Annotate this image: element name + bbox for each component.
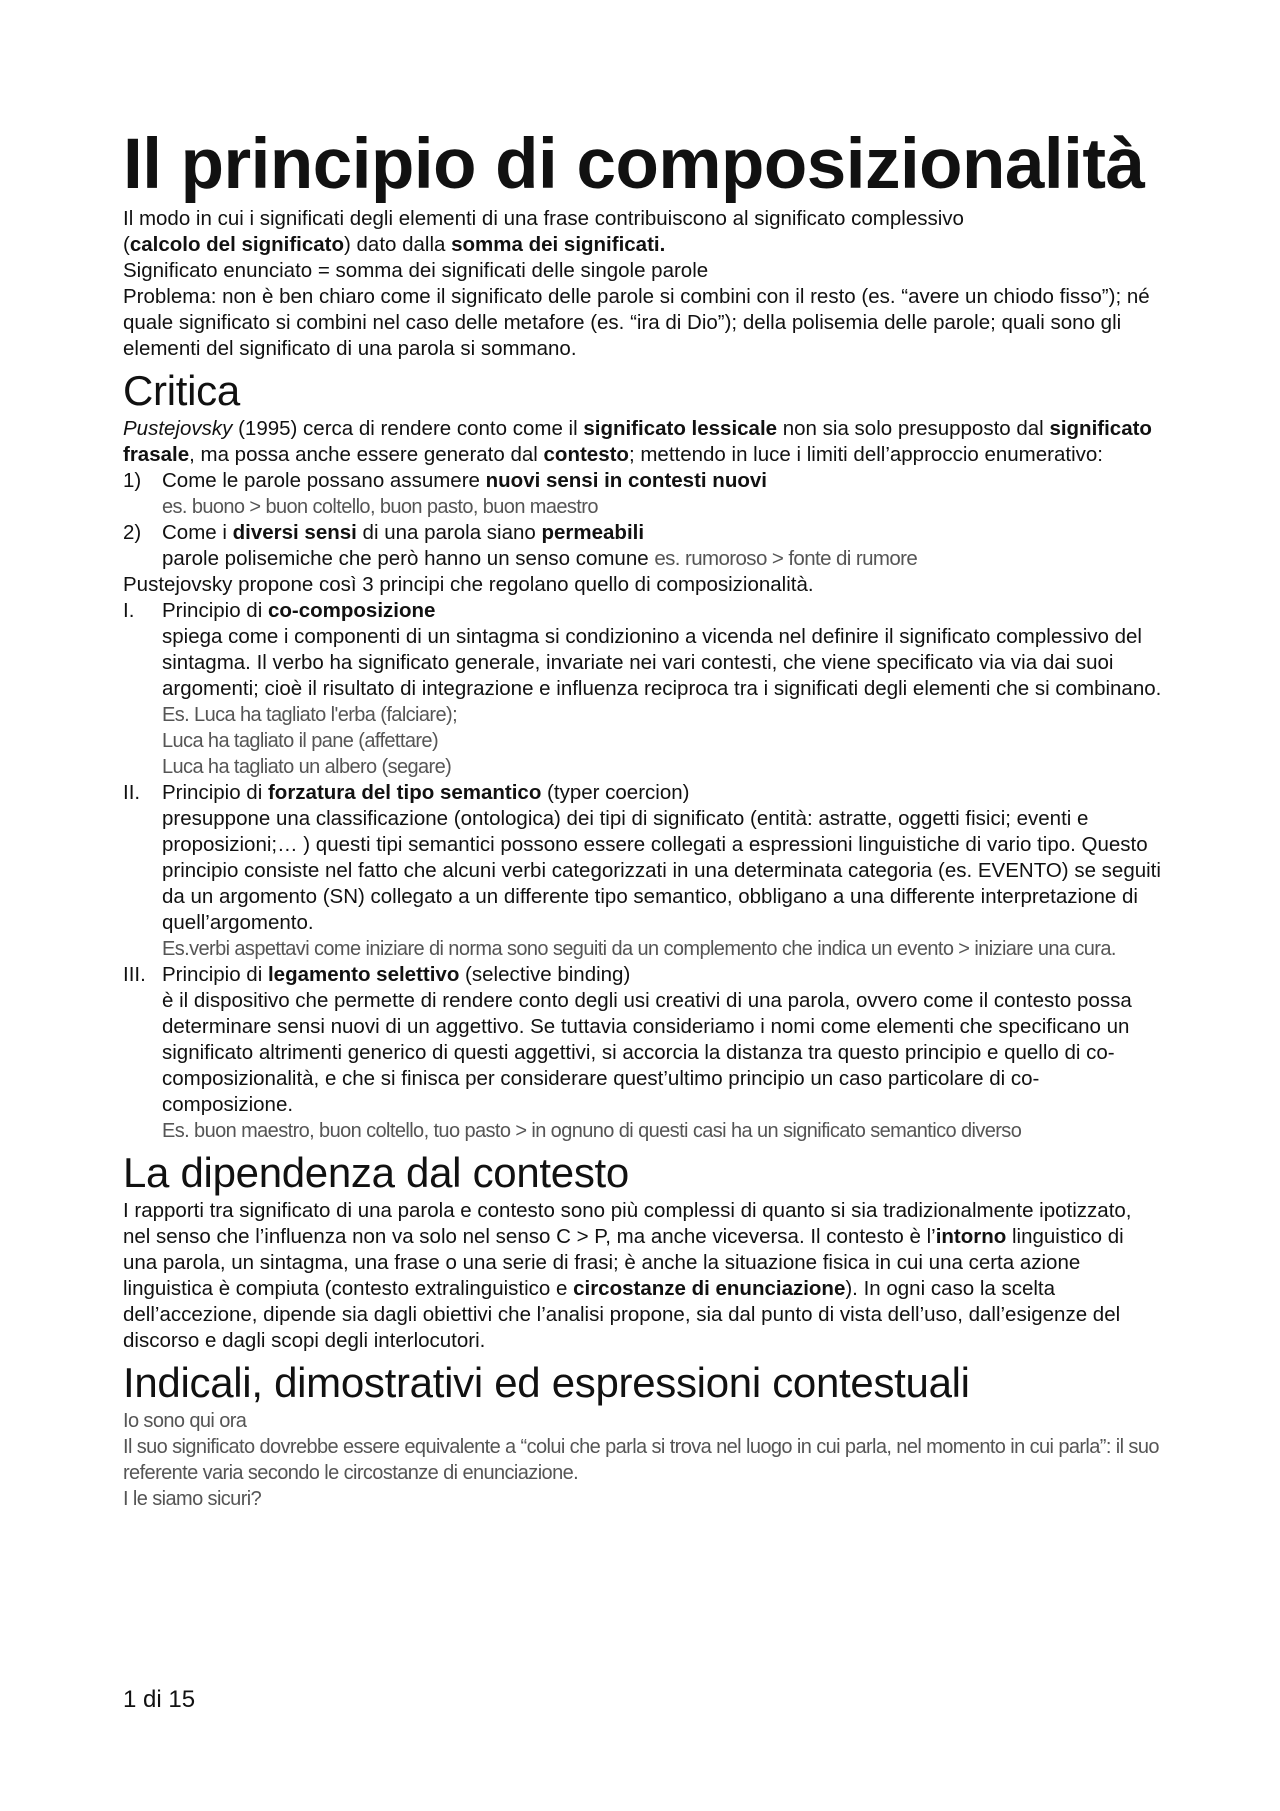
text: ; mettendo in luce i limiti dell’approccio enumerativo: — [628, 443, 1103, 466]
text: ). In ogni caso la scelta dell’accezione, dipende sia dagli obiettivi che l’analisi propone, sia dal punto di vista dell’uso, dall’esigenze del discorso e dagli scopi degli interlocutori. — [123, 1277, 1121, 1352]
bold-text: somma dei significati — [451, 233, 660, 256]
text: Principio di — [162, 781, 268, 804]
text: di una parola siano — [356, 521, 542, 544]
intro-section — [123, 206, 1163, 362]
list-item — [123, 520, 1163, 572]
bold-text: nuovi sensi in contesti nuovi — [485, 469, 767, 492]
bold-text: circostanze di enunciazione — [573, 1277, 846, 1300]
critica-section — [123, 416, 1163, 1144]
list-item-body — [162, 520, 1163, 572]
principle-text: è il dispositivo che permette di rendere conto degli usi creativi di una parola, ovvero come il contesto possa determinare sensi nuovi di un aggettivo. Se tuttavia consideriamo i nomi come elementi che specificano un significato altrimenti generico di questi aggettivi, si accorcia la distanza tra questo principio e quello di co-composizionalità, e che si finisca per considerare quest’ultimo principio un caso particolare di co-composizione. — [162, 989, 1132, 1116]
text: non sia solo presupposto dal — [777, 417, 1050, 440]
text: , ma possa anche essere generato dal — [189, 443, 544, 466]
critica-paragraph — [123, 416, 1163, 468]
document-page — [123, 125, 1163, 1512]
intro-line-1: Il modo in cui i significati degli elementi di una frase contribuiscono al significato complessivo — [123, 207, 964, 230]
list-number: I. — [123, 599, 135, 622]
heading-indicali: Indicali, dimostrativi ed espressioni contestuali — [123, 1359, 970, 1406]
bold-text: intorno — [935, 1225, 1007, 1248]
list-item-body — [162, 962, 1163, 1144]
principle-text: presuppone una classificazione (ontologica) dei tipi di significato (entità: astratte, oggetti fisici; eventi e proposizioni;… ) questi tipi semantici possono essere collegati a espressioni linguistiche di vario tipo. Questo principio consiste nel fatto che alcuni verbi categorizzati in una determinata categoria (es. EVENTO) se seguiti da un argomento (SN) collegato a un differente tipo semantico, obbligano a una differente interpretazione di quell’argomento. — [162, 807, 1161, 934]
text: (typer coercion) — [541, 781, 690, 804]
page-title: Il principio di composizionalità — [123, 125, 1145, 204]
example-text: Es. buon maestro, buon coltello, tuo pasto > in ognuno di questi casi ha un significato semantico diverso — [162, 1120, 1022, 1142]
principle-text: spiega come i componenti di un sintagma si condizionino a vicenda nel definire il significato complessivo del sintagma. Il verbo ha significato generale, invariate nei vari contesti, che viene specificato via via dai suoi argomenti; cioè il risultato di integrazione e influenza reciproca tra i significati degli elementi che si combinano. — [162, 625, 1162, 700]
bold-text: legamento selettivo — [267, 963, 460, 986]
list-item-body — [162, 598, 1163, 780]
heading-critica: Critica — [123, 367, 240, 414]
list-number: 1) — [123, 469, 142, 492]
example-text: Io sono qui ora — [123, 1410, 247, 1432]
text: (1995) cerca di rendere conto come il — [232, 417, 584, 440]
text: ) dato dalla — [344, 233, 452, 256]
text: Principio di — [162, 599, 268, 622]
propone-line: Pustejovsky propone così 3 principi che regolano quello di composizionalità. — [123, 573, 814, 596]
bold-text: diversi sensi — [232, 521, 357, 544]
example-text: es. buono > buon coltello, buon pasto, buon maestro — [162, 496, 598, 518]
text: Come i — [162, 521, 233, 544]
list-number: 2) — [123, 521, 142, 544]
list-number: III. — [123, 963, 146, 986]
intro-line-2 — [123, 232, 1163, 258]
bold-text: significato lessicale — [583, 417, 778, 440]
bold-text: permeabili — [541, 521, 645, 544]
text: parole polisemiche che però hanno un senso comune — [162, 547, 655, 570]
text: I rapporti tra significato di una parola e contesto sono più complessi di quanto si sia tradizionalmente ipotizzato, nel senso che l’influenza non va solo nel senso C > P, ma anche viceversa. Il contesto è l’ — [123, 1199, 1132, 1248]
example-text: es. rumoroso > fonte di rumore — [654, 547, 918, 570]
bold-text: significato frasale — [123, 417, 1152, 466]
bold-text: calcolo del significato — [129, 233, 344, 256]
list-item — [123, 468, 1163, 520]
list-item — [123, 962, 1163, 1144]
bold-text: . — [659, 233, 666, 256]
example-text: Il suo significato dovrebbe essere equivalente a “colui che parla si trova nel luogo in cui parla, nel momento in cui parla”: il suo referente varia secondo le circostanze di enunciazione. — [123, 1436, 1159, 1484]
text: linguistico di una parola, un sintagma, una frase o una serie di frasi; è anche la situazione fisica in cui una certa azione linguistica è compiuta (contesto extralinguistico e — [123, 1225, 1124, 1300]
example-text: Es. Luca ha tagliato l'erba (falciare); — [162, 704, 458, 726]
bold-text: forzatura del tipo semantico — [267, 781, 542, 804]
list-item-body — [162, 780, 1163, 962]
text: (selective binding) — [459, 963, 631, 986]
contesto-paragraph — [123, 1198, 1163, 1354]
bold-text: co-composizione — [267, 599, 436, 622]
bold-text: contesto — [543, 443, 629, 466]
intro-line-3: Significato enunciato = somma dei significati delle singole parole — [123, 259, 709, 282]
example-text: Luca ha tagliato un albero (segare) — [162, 756, 452, 778]
text: Come le parole possano assumere — [162, 469, 486, 492]
heading-contesto: La dipendenza dal contesto — [123, 1149, 629, 1196]
list-item-body — [162, 468, 1163, 520]
list-item — [123, 780, 1163, 962]
intro-problem: Problema: non è ben chiaro come il significato delle parole si combini con il resto (es. “avere un chiodo fisso”); né quale significato si combini nel caso delle metafore (es. “ira di Dio”); della polisemia delle parole; quali sono gli elementi del significato di una parola si sommano. — [123, 285, 1150, 360]
page-number: 1 di 15 — [123, 1686, 196, 1713]
example-text: Luca ha tagliato il pane (affettare) — [162, 730, 439, 752]
list-item — [123, 598, 1163, 780]
text: ( — [123, 233, 130, 256]
italic-text: Pustejovsky — [123, 417, 233, 440]
text: Principio di — [162, 963, 268, 986]
example-text: I le siamo sicuri? — [123, 1488, 262, 1510]
list-number: II. — [123, 781, 141, 804]
example-text: Es.verbi aspettavi come iniziare di norma sono seguiti da un complemento che indica un evento > iniziare una cura. — [162, 938, 1116, 960]
indicali-section — [123, 1408, 1163, 1512]
